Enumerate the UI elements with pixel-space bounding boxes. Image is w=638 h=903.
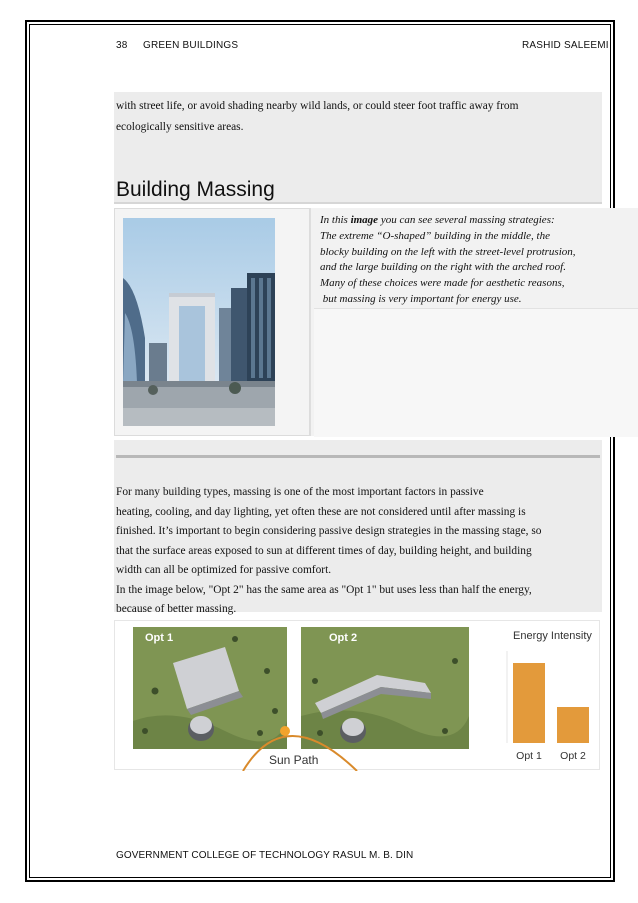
energy-intensity-chart: [507, 630, 592, 762]
opt2-label: Opt 2: [329, 632, 358, 644]
footer-text: GOVERNMENT COLLEGE OF TECHNOLOGY RASUL M. B. DIN: [116, 850, 414, 861]
energy-category-label: Opt 1: [516, 750, 542, 762]
caption-line: but massing is very important for energy use.: [320, 292, 522, 305]
massing-figure: [114, 620, 600, 770]
caption-divider: [310, 208, 311, 436]
caption-lower-band: [314, 308, 638, 437]
caption-line: In this image you can see several massing strategies:: [320, 214, 555, 226]
body-line-4: that the surface areas exposed to sun at different times of day, building height, and building: [116, 544, 532, 557]
caption-line: and the large building on the right with the arched roof.: [320, 261, 566, 274]
opt1-label: Opt 1: [145, 632, 174, 644]
body-line-3: finished. It’s important to begin considering passive design strategies in the massing stage, so: [116, 525, 542, 537]
energy-bar-2: [557, 707, 589, 743]
sun-icon: [280, 726, 290, 736]
author-name: RASHID SALEEMI: [522, 40, 609, 51]
image-caption: [320, 213, 638, 308]
intro-line-1: with street life, or avoid shading nearby wild lands, or could steer foot traffic away from: [116, 100, 519, 112]
energy-category-label: Opt 2: [560, 750, 586, 762]
running-title: GREEN BUILDINGS: [143, 40, 239, 51]
section-rule: [116, 455, 600, 458]
band-rule: [114, 202, 602, 204]
body-line-2: heating, cooling, and day lighting, yet often these are not considered until after massing is: [116, 505, 526, 518]
chart-title: Energy Intensity: [513, 630, 592, 642]
page-number: 38: [116, 40, 128, 51]
body-line-7: because of better massing.: [116, 603, 237, 615]
section-title: Building Massing: [116, 178, 275, 201]
body-line-6: In the image below, "Opt 2" has the same area as "Opt 1" but uses less than half the energy,: [116, 583, 532, 596]
caption-line: The extreme “O-shaped” building in the middle, the: [320, 229, 550, 242]
caption-line: blocky building on the left with the street-level protrusion,: [320, 245, 576, 258]
intro-line-2: ecologically sensitive areas.: [116, 121, 244, 133]
energy-bar-1: [513, 663, 545, 743]
grande-arche-photo: [123, 218, 275, 426]
body-line-5: width can all be optimized for passive comfort.: [116, 564, 332, 576]
sun-path-label: Sun Path: [269, 753, 319, 767]
body-line-1: For many building types, massing is one of the most important factors in passive: [116, 486, 484, 498]
caption-line: Many of these choices were made for aesthetic reasons,: [320, 277, 565, 290]
